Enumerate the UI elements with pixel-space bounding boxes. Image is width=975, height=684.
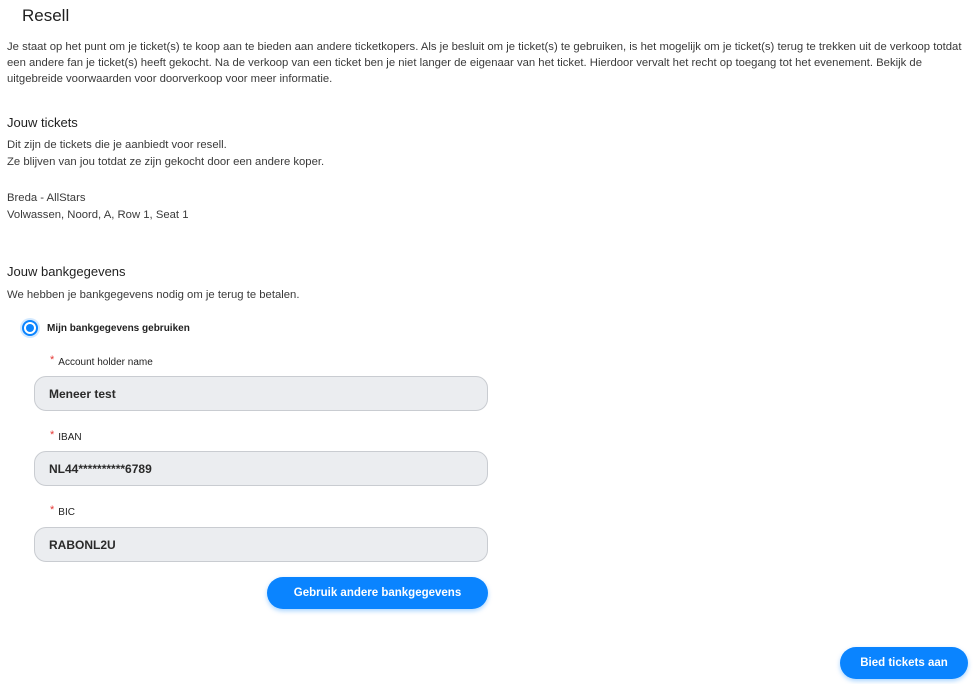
iban-label bbox=[50, 431, 82, 443]
iban-input[interactable] bbox=[34, 451, 488, 486]
account-holder-input[interactable] bbox=[34, 376, 488, 411]
bic-label-text: BIC bbox=[58, 507, 75, 518]
radio-label: Mijn bankgegevens gebruiken bbox=[47, 322, 190, 334]
tickets-desc-line1: Dit zijn de tickets die je aanbiedt voor resell. bbox=[7, 139, 227, 151]
bank-heading: Jouw bankgegevens bbox=[7, 264, 126, 279]
required-marker: * bbox=[50, 429, 55, 441]
tickets-desc-line2: Ze blijven van jou totdat ze zijn gekocht door een andere koper. bbox=[7, 156, 325, 168]
bic-label bbox=[50, 506, 75, 518]
use-my-bank-details-radio[interactable] bbox=[22, 320, 190, 336]
ticket-event-name: Breda - AllStars bbox=[7, 192, 86, 204]
use-other-bank-details-button[interactable]: Gebruik andere bankgegevens bbox=[267, 577, 488, 609]
account-holder-label bbox=[50, 356, 153, 368]
required-marker: * bbox=[50, 354, 55, 366]
bic-input[interactable] bbox=[34, 527, 488, 562]
intro-text: Je staat op het punt om je ticket(s) te koop aan te bieden aan andere ticketkopers. Als je besluit om je ticket(s) te gebruiken, is het mogelijk om je ticket(s) terug te trekken uit de verkoop totdat een andere fan je ticket(s) heeft gekocht. Na de verkoop van een ticket ben je niet langer de eigenaar van het ticket. Hierdoor vervalt het recht op toegang tot het evenement. Bekijk de uitgebreide voorwaarden voor doorverkoop voor meer informatie. bbox=[7, 41, 962, 85]
radio-dot bbox=[26, 324, 34, 332]
offer-tickets-button[interactable]: Bied tickets aan bbox=[840, 647, 968, 679]
tickets-heading: Jouw tickets bbox=[7, 115, 78, 130]
bank-desc: We hebben je bankgegevens nodig om je terug te betalen. bbox=[7, 289, 300, 301]
required-marker: * bbox=[50, 504, 55, 516]
ticket-details: Volwassen, Noord, A, Row 1, Seat 1 bbox=[7, 209, 189, 221]
account-holder-label-text: Account holder name bbox=[58, 357, 153, 368]
iban-label-text: IBAN bbox=[58, 432, 82, 443]
page-title: Resell bbox=[22, 6, 70, 25]
radio-selected-icon[interactable] bbox=[22, 320, 38, 336]
